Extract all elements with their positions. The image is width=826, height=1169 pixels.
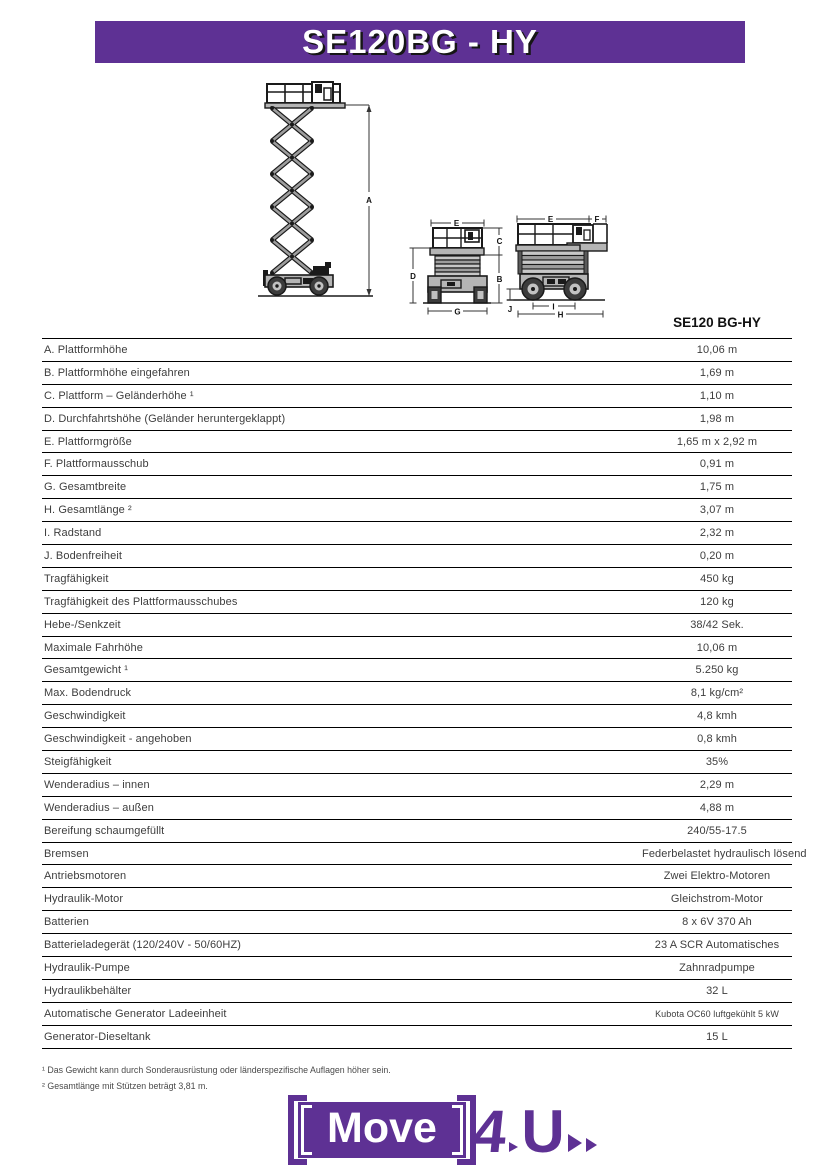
arrow-icon	[509, 1142, 518, 1152]
spec-value: 5.250 kg	[695, 664, 739, 677]
table-row	[42, 1026, 792, 1049]
spec-value: 120 kg	[700, 595, 734, 608]
spec-value: 1,69 m	[699, 366, 735, 379]
spec-label: Wenderadius – außen	[44, 801, 154, 814]
table-row	[42, 774, 792, 797]
footnotes	[42, 1062, 391, 1094]
spec-value: 240/55-17.5	[687, 824, 747, 837]
table-row	[42, 339, 792, 362]
spec-label: Max. Bodendruck	[44, 687, 132, 700]
right-inner-bracket-icon	[452, 1105, 463, 1155]
footnote-1: ¹ Das Gewicht kann durch Sonderausrüstung oder länderspezifische Auflagen höher sein.	[42, 1065, 391, 1075]
spec-value: 450 kg	[700, 572, 734, 585]
drawing-extended-view	[255, 80, 397, 306]
spec-label: Antriebsmotoren	[44, 870, 127, 883]
spec-value: 10,06 m	[696, 641, 738, 654]
table-row	[42, 797, 792, 820]
spec-value: 32 L	[706, 984, 728, 997]
spec-table	[42, 338, 807, 1049]
spec-value: 8,1 kg/cm²	[690, 687, 744, 700]
table-row	[42, 751, 792, 774]
spec-label: Bremsen	[44, 847, 89, 860]
table-row	[42, 408, 792, 431]
spec-value: 1,65 m x 2,92 m	[676, 435, 758, 448]
table-row	[42, 568, 792, 591]
drawing-front-view	[405, 217, 507, 319]
model-column-header: SE120 BG-HY	[673, 315, 761, 330]
dim-label-c: C	[496, 237, 503, 246]
spec-value: 23 A SCR Automatisches	[654, 939, 780, 952]
logo-word: Move	[327, 1103, 437, 1152]
spec-value: Zahnradpumpe	[679, 961, 755, 974]
dim-label-i: I	[552, 302, 555, 312]
drawing-side-view	[505, 213, 611, 320]
table-row	[42, 476, 792, 499]
spec-label: Hebe-/Senkzeit	[44, 618, 121, 631]
spec-value: 4,88 m	[699, 801, 735, 814]
table-row	[42, 385, 792, 408]
spec-label: Geschwindigkeit	[44, 710, 126, 723]
table-row	[42, 888, 792, 911]
dim-label-b: B	[496, 275, 503, 284]
spec-label: Hydraulik-Pumpe	[44, 961, 130, 974]
table-row	[42, 728, 792, 751]
spec-label: J. Bodenfreiheit	[44, 549, 123, 562]
spec-label: C. Plattform – Geländerhöhe ¹	[44, 389, 194, 402]
logo-char-u: U	[521, 1098, 565, 1165]
spec-value: Kubota OC60 luftgekühlt 5 kW	[655, 1008, 779, 1019]
table-row	[42, 682, 792, 705]
move4u-logo	[288, 1096, 599, 1165]
spec-label: H. Gesamtlänge ²	[44, 504, 132, 517]
spec-value: 2,32 m	[699, 527, 735, 540]
spec-label: Bereifung schaumgefüllt	[44, 824, 165, 837]
dim-label-a: A	[366, 196, 372, 205]
spec-value: 0,20 m	[699, 549, 735, 562]
spec-label: Batterien	[44, 916, 89, 929]
dim-label-f: F	[594, 215, 600, 224]
spec-value: 15 L	[706, 1030, 728, 1043]
spec-value: 4,8 kmh	[697, 710, 737, 723]
spec-label: D. Durchfahrtshöhe (Geländer heruntergeklappt)	[44, 412, 286, 425]
table-row	[42, 614, 792, 637]
spec-label: Hydraulikbehälter	[44, 984, 132, 997]
dim-label-d: D	[410, 272, 416, 281]
spec-value: 38/42 Sek.	[690, 618, 744, 631]
dim-label-e2: E	[547, 215, 554, 224]
spec-label: Automatische Generator Ladeeinheit	[44, 1007, 227, 1020]
page-title: SE120BG - HY	[302, 23, 538, 60]
spec-label: Generator-Dieseltank	[44, 1030, 151, 1043]
dim-label-j: J	[507, 305, 513, 314]
table-row	[42, 865, 792, 888]
spec-label: I. Radstand	[44, 527, 102, 540]
spec-value: Gleichstrom-Motor	[670, 893, 764, 906]
spec-label: Batterieladegerät (120/240V - 50/60HZ)	[44, 939, 242, 952]
spec-value: Federbelastet hydraulisch lösend	[642, 847, 807, 860]
title-banner	[95, 21, 745, 63]
table-row	[42, 934, 792, 957]
table-row	[42, 362, 792, 385]
spec-label: F. Plattformausschub	[44, 458, 149, 471]
table-row	[42, 431, 792, 454]
spec-value: 0,91 m	[699, 458, 735, 471]
spec-value: 35%	[705, 755, 729, 768]
table-row	[42, 1003, 792, 1026]
logo-box	[298, 1102, 466, 1158]
spec-label: Tragfähigkeit des Plattformausschubes	[44, 595, 238, 608]
spec-label: Geschwindigkeit - angehoben	[44, 733, 192, 746]
left-inner-bracket-icon	[301, 1105, 312, 1155]
spec-label: Gesamtgewicht ¹	[44, 664, 129, 677]
logo-char-4: 4	[469, 1098, 510, 1165]
spec-label: B. Plattformhöhe eingefahren	[44, 366, 190, 379]
spec-label: Steigfähigkeit	[44, 755, 112, 768]
spec-label: E. Plattformgröße	[44, 435, 132, 448]
table-row	[42, 957, 792, 980]
spec-label: Tragfähigkeit	[44, 572, 109, 585]
arrow-icon	[586, 1138, 597, 1152]
table-row	[42, 453, 792, 476]
footnote-2: ² Gesamtlänge mit Stützen beträgt 3,81 m.	[42, 1081, 208, 1091]
dim-label-h: H	[557, 310, 564, 320]
spec-label: Hydraulik-Motor	[44, 893, 124, 906]
spec-value: 8 x 6V 370 Ah	[682, 916, 752, 929]
table-row	[42, 911, 792, 934]
arrow-icon	[568, 1134, 582, 1152]
table-row	[42, 499, 792, 522]
spec-label: G. Gesamtbreite	[44, 481, 127, 494]
table-row	[42, 522, 792, 545]
table-row	[42, 820, 792, 843]
table-row	[42, 545, 792, 568]
spec-label: Maximale Fahrhöhe	[44, 641, 143, 654]
table-row	[42, 637, 792, 660]
table-row	[42, 705, 792, 728]
table-row	[42, 980, 792, 1003]
spec-label: Wenderadius – innen	[44, 778, 150, 791]
spec-value: 1,98 m	[699, 412, 735, 425]
spec-value: 3,07 m	[699, 504, 735, 517]
spec-value: 1,75 m	[699, 481, 735, 494]
spec-value: Zwei Elektro-Motoren	[663, 870, 771, 883]
spec-value: 0,8 kmh	[697, 733, 737, 746]
spec-label: A. Plattformhöhe	[44, 343, 128, 356]
spec-value: 2,29 m	[699, 778, 735, 791]
dim-label-g: G	[454, 307, 461, 317]
table-row	[42, 659, 792, 682]
dim-label-e: E	[453, 219, 460, 228]
table-row	[42, 591, 792, 614]
spec-value: 1,10 m	[699, 389, 735, 402]
spec-value: 10,06 m	[696, 343, 738, 356]
table-row	[42, 843, 807, 866]
